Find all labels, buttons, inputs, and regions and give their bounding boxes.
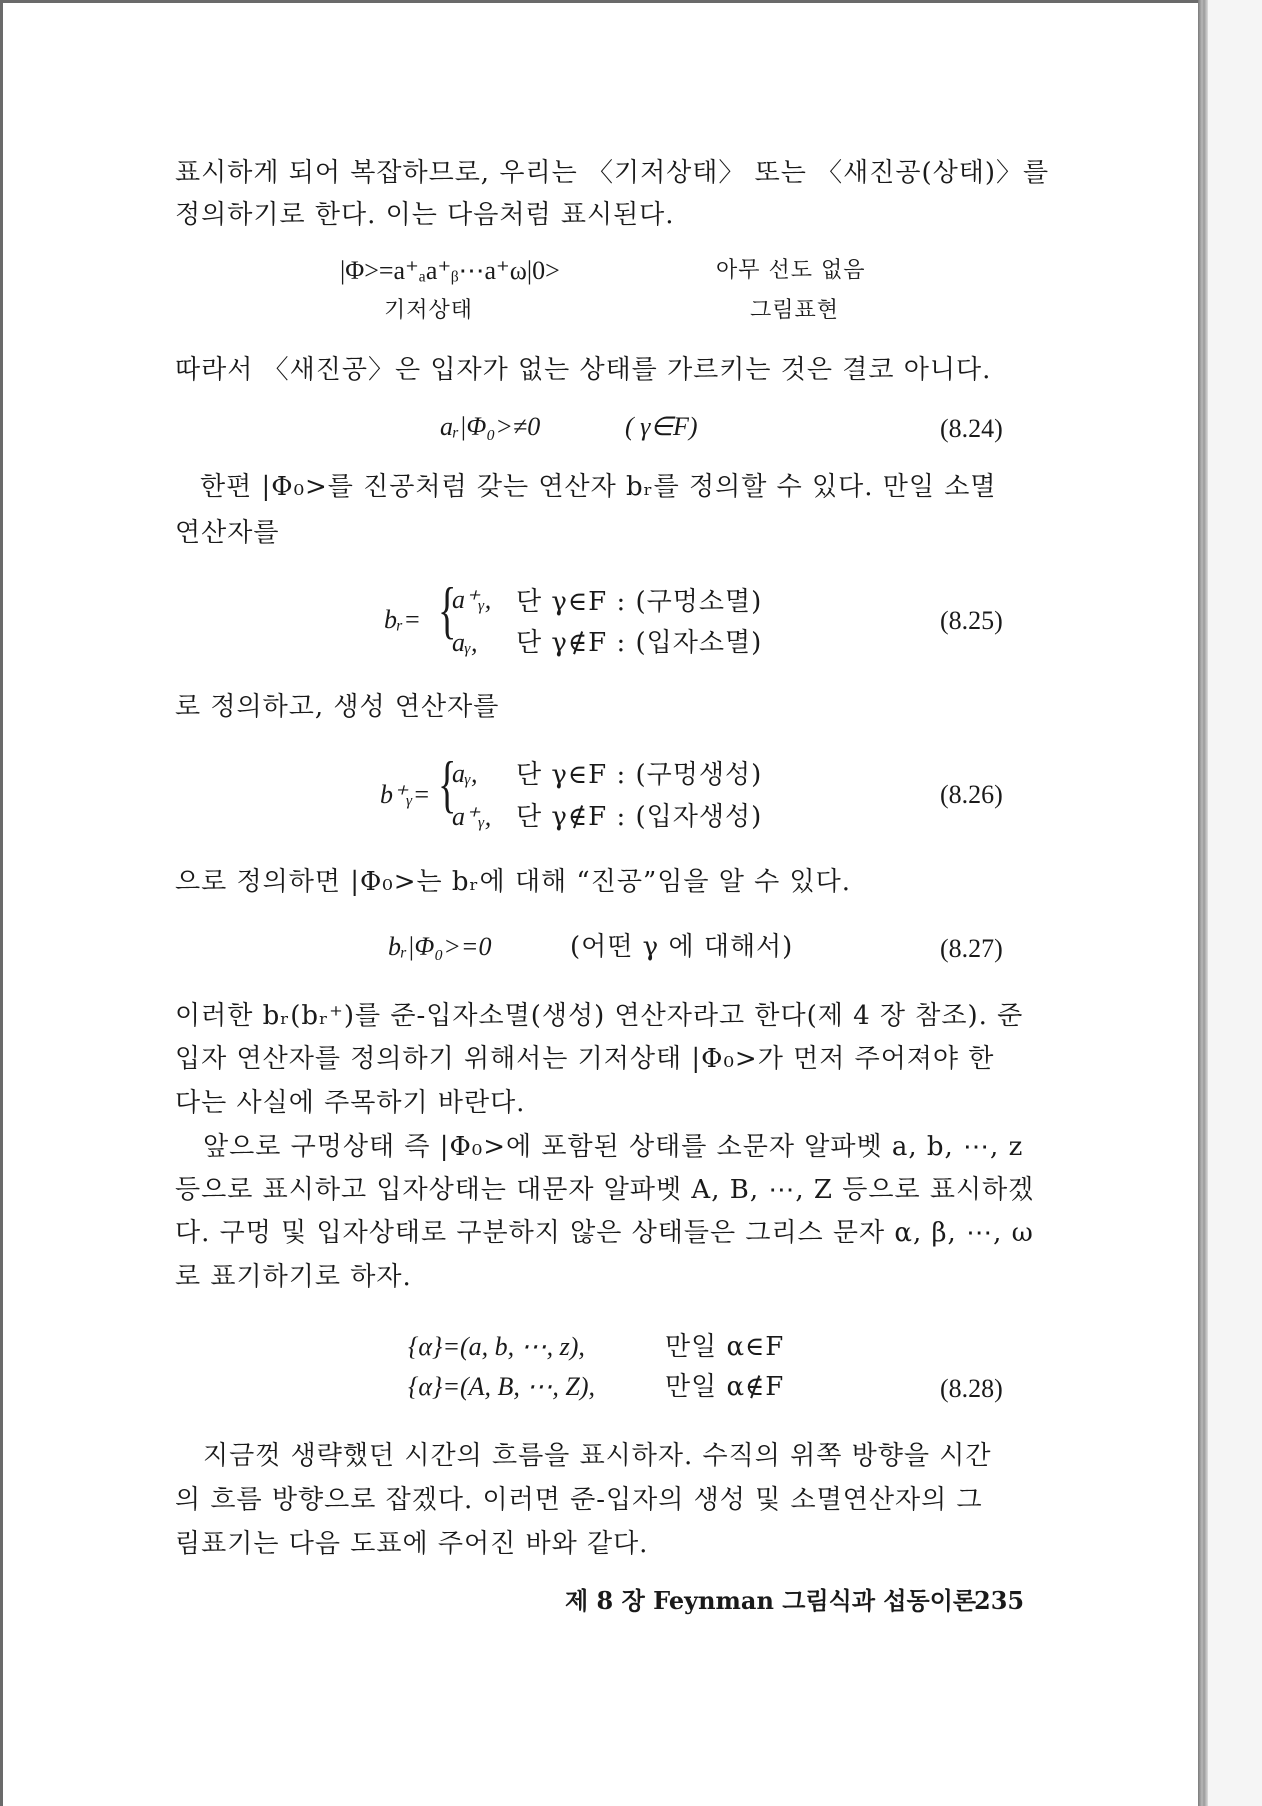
paragraph-line: 지금껏 생략했던 시간의 흐름을 표시하자. 수직의 위쪽 방향을 시간 bbox=[203, 1441, 992, 1471]
equation-8-26-row2-term: a⁺ᵧ, bbox=[452, 802, 492, 831]
paragraph-line: 앞으로 구멍상태 즉 |Φ₀>에 포함된 상태를 소문자 알파벳 a, b, ⋯, z bbox=[203, 1132, 1024, 1162]
equation-8-26-row2-condition: 단 γ∉F : (입자생성) bbox=[516, 802, 763, 832]
paragraph-line: 림표기는 다음 도표에 주어진 바와 같다. bbox=[175, 1529, 649, 1559]
equation-8-27-condition: (어떤 γ 에 대해서) bbox=[570, 932, 794, 962]
equation-number: (8.25) bbox=[940, 606, 1003, 635]
equation-8-25-lhs: bᵣ= bbox=[384, 605, 421, 634]
equation-number: (8.26) bbox=[940, 780, 1003, 809]
page-border-top bbox=[0, 0, 1205, 3]
paragraph-line: 연산자를 bbox=[175, 518, 280, 548]
equation-8-25-row1-term: a⁺ᵧ, bbox=[452, 585, 492, 614]
paragraph-line: 로 표기하기로 하자. bbox=[175, 1262, 412, 1292]
equation-8-26-row1-term: aᵧ, bbox=[452, 759, 478, 788]
equation-8-25-row2-term: aᵧ, bbox=[452, 628, 478, 657]
paragraph-line: 등으로 표시하고 입자상태는 대문자 알파벳 A, B, ⋯, Z 등으로 표시하겠 bbox=[175, 1175, 1035, 1205]
paragraph-line: 이러한 bᵣ(bᵣ⁺)를 준-입자소멸(생성) 연산자라고 한다(제 4 장 참조). 준 bbox=[175, 1001, 1024, 1031]
equation-8-25-row2-condition: 단 γ∉F : (입자소멸) bbox=[516, 628, 763, 658]
paragraph-line: 표시하게 되어 복잡하므로, 우리는 〈기저상태〉 또는 〈새진공(상태)〉를 bbox=[175, 158, 1050, 188]
equation-8-27-lhs: bᵣ|Φ₀>=0 bbox=[388, 932, 492, 961]
equation-8-24-condition: ( γ∈F) bbox=[625, 412, 698, 441]
paragraph-line: 의 흐름 방향으로 잡겠다. 이러면 준-입자의 생성 및 소멸연산자의 그 bbox=[175, 1485, 983, 1515]
equation-number: (8.27) bbox=[940, 934, 1003, 963]
equation-number: (8.24) bbox=[940, 414, 1003, 443]
equation-8-26-row1-condition: 단 γ∈F : (구멍생성) bbox=[516, 760, 763, 790]
diagram-caption: 그림표현 bbox=[750, 298, 840, 323]
no-line-label: 아무 선도 없음 bbox=[716, 258, 866, 283]
left-brace: { bbox=[438, 574, 457, 645]
equation-8-28-row1-lhs: {α}=(a, b, ⋯, z), bbox=[408, 1332, 585, 1361]
equation-number: (8.28) bbox=[940, 1374, 1003, 1403]
paragraph-line: 로 정의하고, 생성 연산자를 bbox=[175, 692, 500, 722]
equation-8-28-row2-condition: 만일 α∉F bbox=[665, 1372, 785, 1402]
paragraph-line: 한편 |Φ₀>를 진공처럼 갖는 연산자 bᵣ를 정의할 수 있다. 만일 소멸 bbox=[200, 472, 997, 502]
running-footer: 제 8 장 Feynman 그림식과 섭동이론 bbox=[565, 1586, 977, 1615]
page-border-right bbox=[1198, 0, 1208, 1806]
equation-8-25-row1-condition: 단 γ∈F : (구멍소멸) bbox=[516, 587, 763, 617]
paragraph-line: 정의하기로 한다. 이는 다음처럼 표시된다. bbox=[175, 200, 675, 230]
equation-8-26-lhs: b⁺ᵧ= bbox=[380, 780, 431, 809]
equation-8-28-row2-lhs: {α}=(A, B, ⋯, Z), bbox=[408, 1372, 596, 1401]
left-brace: { bbox=[438, 748, 457, 819]
ground-state-formula: |Φ>=a⁺ₐa⁺ᵦ⋯a⁺ω|0> bbox=[340, 256, 560, 285]
equation-8-24-lhs: aᵣ|Φ₀>≠0 bbox=[440, 412, 541, 441]
page-border-left bbox=[0, 0, 3, 1806]
page-number: 235 bbox=[974, 1586, 1025, 1615]
paragraph-line: 따라서 〈새진공〉은 입자가 없는 상태를 가르키는 것은 결코 아니다. bbox=[175, 355, 992, 385]
paragraph-line: 다는 사실에 주목하기 바란다. bbox=[175, 1088, 526, 1118]
paragraph-line: 으로 정의하면 |Φ₀>는 bᵣ에 대해 “진공”임을 알 수 있다. bbox=[175, 867, 852, 897]
paragraph-line: 입자 연산자를 정의하기 위해서는 기저상태 |Φ₀>가 먼저 주어져야 한 bbox=[175, 1044, 995, 1074]
ground-state-caption: 기저상태 bbox=[384, 298, 474, 323]
equation-8-28-row1-condition: 만일 α∈F bbox=[665, 1332, 785, 1362]
page-margin-edge bbox=[1208, 0, 1262, 1806]
paragraph-line: 다. 구멍 및 입자상태로 구분하지 않은 상태들은 그리스 문자 α, β, ⋯, ω bbox=[175, 1218, 1034, 1248]
